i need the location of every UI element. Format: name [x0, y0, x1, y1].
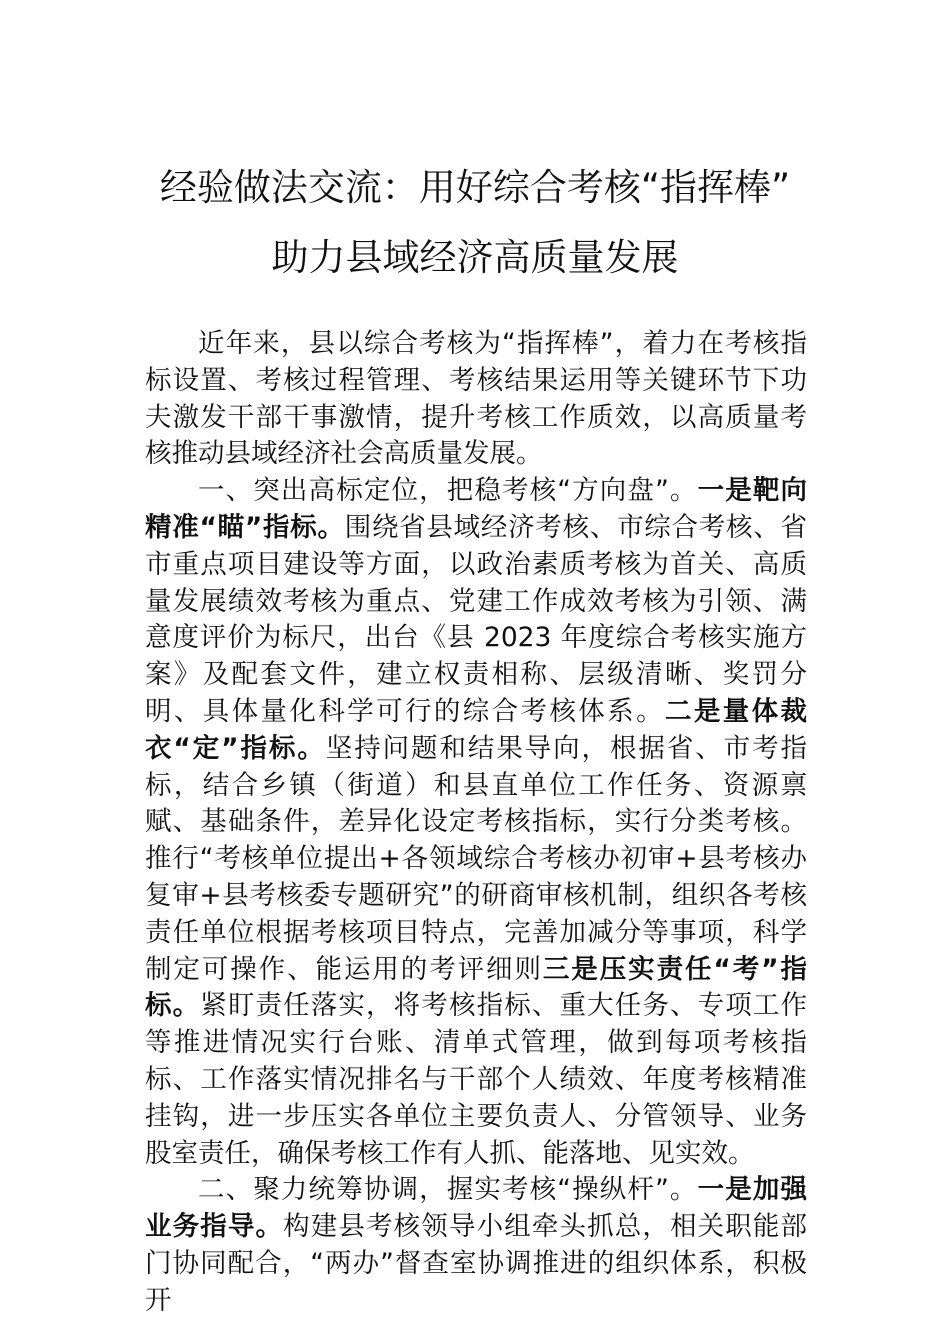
- section-2-point-1-title: 一是加强业务指导。: [145, 1174, 807, 1243]
- intro-paragraph: 近年来，县以综合考核为“指挥棒”，着力在考核指标设置、考核过程管理、考核结果运用等关键环节下功夫激发干部干事激情，提升考核工作质效，以高质量考核推动县域经济社会高质量发展。: [145, 328, 807, 470]
- section-2-heading: 二、聚力统筹协调，握实考核“操纵杆”。: [198, 1174, 698, 1206]
- section-1-paragraph: [145, 473, 807, 1172]
- section-1-point-2-title: 二是量体裁衣“定”指标。: [145, 695, 808, 764]
- document-body: [145, 326, 807, 1320]
- section-1-point-2-text: 坚持问题和结果导向，根据省、市考指标，结合乡镇（街道）和县直单位工作任务、资源禀赋、基础条件，差异化设定考核指标，实行分类考核。推行“考核单位提出+各领域综合考核办初审+县考核办复审+县考核委专题研究”的研商审核机制，组织各考核责任单位根据考核项目特点，完善加减分等事项，科学制定可操作、能运用的考评细则: [145, 732, 807, 985]
- section-1-point-3-text: 紧盯责任落实，将考核指标、重大任务、专项工作等推进情况实行台账、清单式管理，做到每项考核指标、工作落实情况排名与干部个人绩效、年度考核精准挂钩，进一步压实各单位主要负责人、分管领导、业务股室责任，确保考核工作有人抓、能落地、见实效。: [145, 990, 808, 1169]
- section-1-point-3-title: 三是压实责任“考”指标。: [145, 953, 808, 1022]
- section-2-point-1-text: 构建县考核领导小组牵头抓总，相关职能部门协同配合，“两办”督查室协调推进的组织体系，积极开: [145, 1211, 808, 1316]
- section-2-paragraph: [145, 1172, 807, 1319]
- section-1-point-1-title: 一是靶向精准“瞄”指标。: [145, 475, 807, 543]
- section-1-heading: 一、突出高标定位，把稳考核“方向盘”。: [198, 475, 698, 507]
- document-title-line-1: 经验做法交流：用好综合考核“指挥棒”: [159, 166, 791, 209]
- document-title-line-2: 助力县域经济高质量发展: [271, 236, 679, 279]
- section-1-point-1-text: 围绕省县域经济考核、市综合考核、省市重点项目建设等方面，以政治素质考核为首关、高质量发展绩效考核为重点、党建工作成效考核为引领、满意度评价为标尺，出台《县 2023 年度综合考核实施方案》及配套文件，建立权责相称、层级清晰、奖罚分明、具体量化科学可行的综合考核体系。: [145, 511, 807, 727]
